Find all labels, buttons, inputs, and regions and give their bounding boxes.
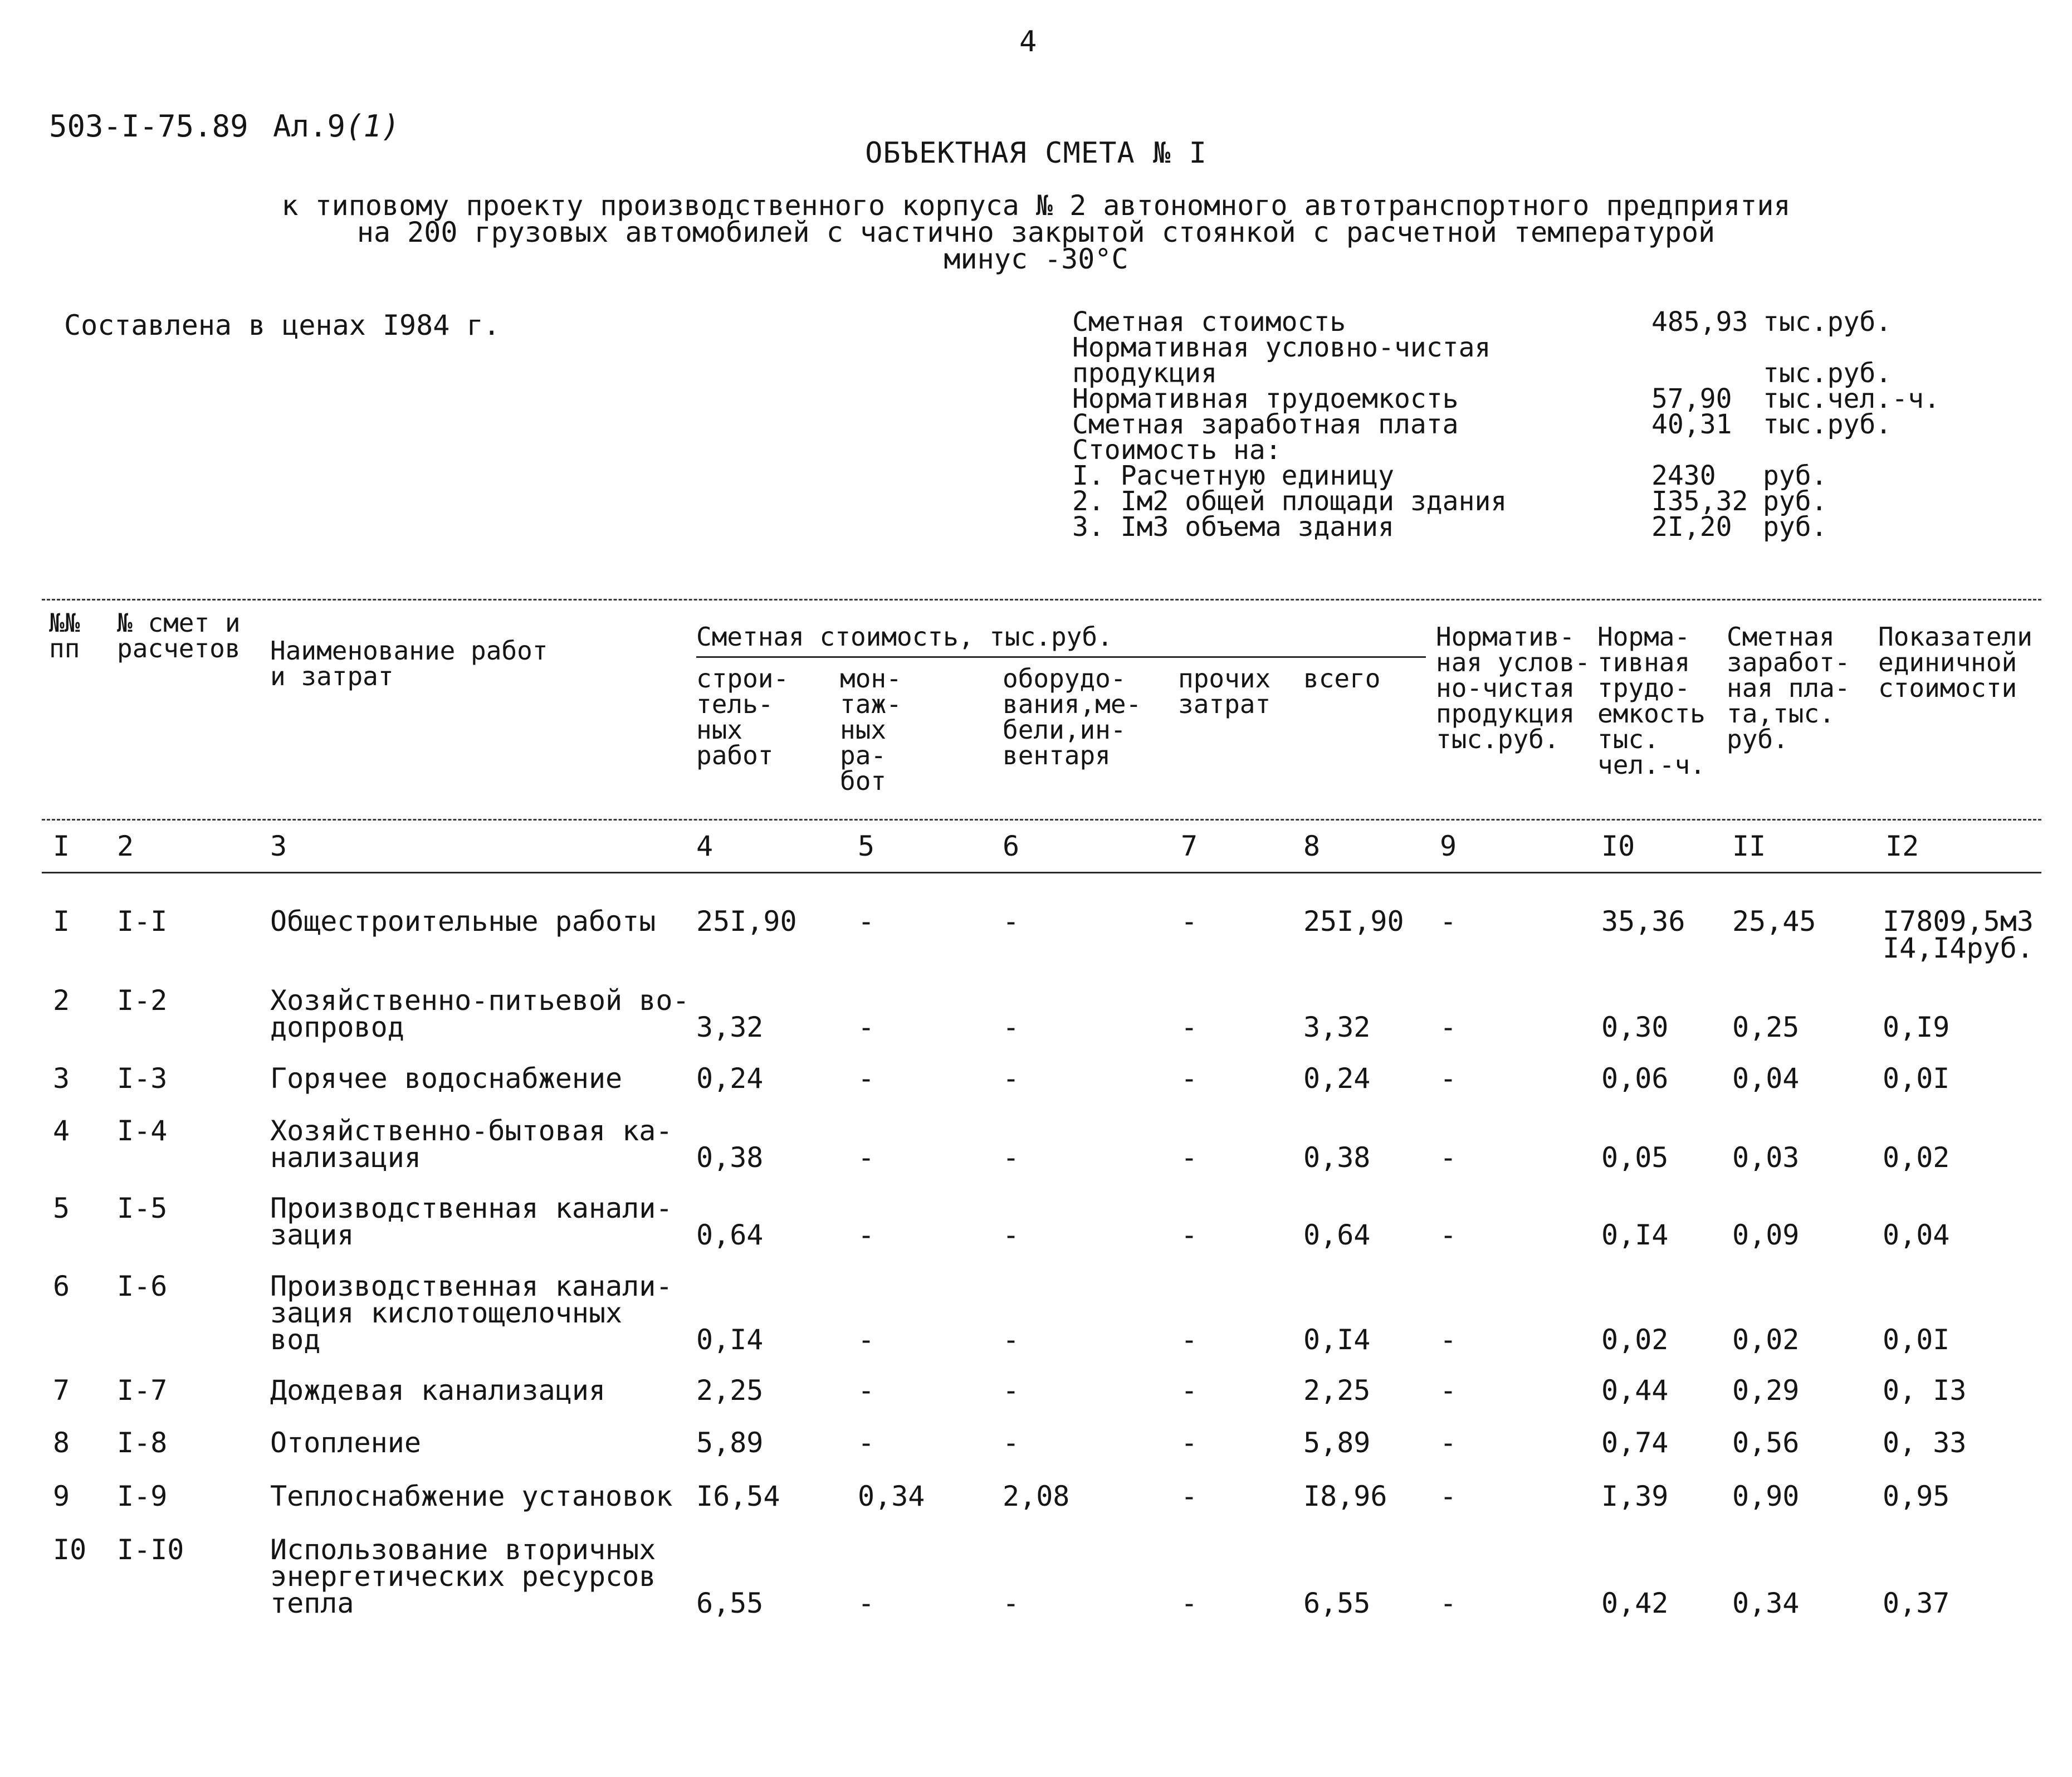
cell-labor: 0,02	[1601, 1324, 1669, 1356]
column-numbers-rule	[42, 872, 2041, 873]
cell-wages: 0,90	[1732, 1480, 1800, 1512]
cell-name: Хозяйственно-бытовая ка- нализация	[270, 1115, 673, 1174]
cell-wages: 0,29	[1732, 1374, 1800, 1407]
page-number: 4	[1019, 25, 1037, 58]
summary-row	[1072, 486, 1963, 517]
album-label: Ал.9	[273, 109, 346, 144]
cell-net-product: -	[1440, 1141, 1457, 1174]
cell-labor: I,39	[1601, 1480, 1669, 1512]
cell-construction: 6,55	[696, 1587, 764, 1619]
cell-labor: 0,I4	[1601, 1219, 1669, 1251]
cell-equipment: -	[1003, 905, 1020, 938]
cell-equipment: -	[1003, 1427, 1020, 1459]
cell-other: -	[1181, 1587, 1198, 1619]
summary-label: Нормативная трудоемкость	[1072, 383, 1459, 414]
cell-other: -	[1181, 1141, 1198, 1174]
cell-name: Горячее водоснабжение	[270, 1062, 623, 1095]
cell-labor: 0,74	[1601, 1427, 1669, 1459]
cell-num: 7	[53, 1374, 70, 1407]
cell-total: 25I,90	[1303, 905, 1404, 938]
cell-total: 0,24	[1303, 1062, 1371, 1095]
column-number: I2	[1885, 830, 1919, 862]
column-number: 9	[1440, 830, 1457, 862]
cell-equipment: -	[1003, 1219, 1020, 1251]
cell-other: -	[1181, 1374, 1198, 1407]
cell-unit-cost: I7809,5м3 I4,I4руб.	[1883, 905, 2034, 964]
summary-unit: руб.	[1763, 460, 1827, 491]
column-number: 8	[1303, 830, 1321, 862]
cell-unit-cost: 0,0I	[1883, 1062, 1950, 1095]
cell-mounting: -	[858, 1062, 875, 1095]
cell-construction: I6,54	[696, 1480, 780, 1512]
cell-labor: 0,44	[1601, 1374, 1669, 1407]
column-number: I	[53, 830, 70, 862]
summary-label: Сметная заработная плата	[1072, 409, 1459, 440]
cell-wages: 0,09	[1732, 1219, 1800, 1251]
cell-equipment: -	[1003, 1587, 1020, 1619]
cell-labor: 0,42	[1601, 1587, 1669, 1619]
cell-num: 2	[53, 984, 70, 1017]
album-suffix: (1)	[345, 109, 400, 144]
cell-other: -	[1181, 905, 1198, 938]
cell-net-product: -	[1440, 1374, 1457, 1407]
cell-equipment: -	[1003, 1374, 1020, 1407]
cell-construction: 5,89	[696, 1427, 764, 1459]
cell-construction: 0,24	[696, 1062, 764, 1095]
cell-wages: 0,02	[1732, 1324, 1800, 1356]
cell-total: 0,64	[1303, 1219, 1371, 1251]
cell-equipment: -	[1003, 1324, 1020, 1356]
cell-labor: 0,30	[1601, 1011, 1669, 1043]
cell-unit-cost: 0,0I	[1883, 1324, 1950, 1356]
cell-mounting: -	[858, 905, 875, 938]
cell-mounting: -	[858, 1324, 875, 1356]
cell-net-product: -	[1440, 905, 1457, 938]
summary-row	[1072, 435, 1963, 466]
cell-name: Дождевая канализация	[270, 1374, 606, 1407]
header-unit-cost: Показатели единичной стоимости	[1878, 622, 2032, 703]
summary-row	[1072, 511, 1963, 543]
cell-estimate: I-I	[117, 905, 168, 938]
cell-construction: 0,64	[696, 1219, 764, 1251]
cell-construction: 0,I4	[696, 1324, 764, 1356]
cell-construction: 0,38	[696, 1141, 764, 1174]
cell-wages: 0,04	[1732, 1062, 1800, 1095]
cell-mounting: -	[858, 1427, 875, 1459]
cell-net-product: -	[1440, 1062, 1457, 1095]
cell-name: Производственная канали- зация	[270, 1192, 673, 1251]
cell-wages: 0,03	[1732, 1141, 1800, 1174]
cell-estimate: I-5	[117, 1192, 168, 1224]
summary-label: Стоимость на:	[1072, 435, 1282, 466]
cell-estimate: I-7	[117, 1374, 168, 1407]
cell-estimate: I-I0	[117, 1534, 184, 1566]
cell-num: 3	[53, 1062, 70, 1095]
summary-label: Нормативная условно-чистая	[1072, 332, 1491, 363]
document-code: 503-I-75.89	[49, 109, 248, 144]
cell-unit-cost: 0,I9	[1883, 1011, 1950, 1043]
header-labor: Норма- тивная трудо- емкость тыс. чел.-ч.	[1597, 622, 1706, 780]
prices-note: Составлена в ценах I984 г.	[64, 309, 500, 341]
cell-net-product: -	[1440, 1480, 1457, 1512]
cell-construction: 3,32	[696, 1011, 764, 1043]
summary-value: 57,90	[1651, 383, 1732, 414]
cell-estimate: I-9	[117, 1480, 168, 1512]
summary-value: 40,31	[1651, 409, 1732, 440]
cell-num: 8	[53, 1427, 70, 1459]
cost-group-underline	[696, 656, 1426, 658]
column-number: 2	[117, 830, 134, 862]
cell-equipment: -	[1003, 1141, 1020, 1174]
column-number: 3	[270, 830, 287, 862]
summary-unit: руб.	[1763, 486, 1827, 517]
cell-num: 6	[53, 1270, 70, 1302]
summary-label: I. Расчетную единицу	[1072, 460, 1394, 491]
cell-num: I0	[53, 1534, 87, 1566]
header-other: прочих затрат	[1178, 663, 1271, 719]
cell-estimate: I-3	[117, 1062, 168, 1095]
cell-unit-cost: 0, I3	[1883, 1374, 1967, 1407]
header-total: всего	[1303, 663, 1381, 694]
subtitle-line: на 200 грузовых автомобилей с частично закрытой стоянкой с расчетной температурой	[356, 216, 1716, 248]
cell-total: 5,89	[1303, 1427, 1371, 1459]
cell-name: Производственная канали- зация кислотощелочных вод	[270, 1270, 673, 1356]
cell-wages: 0,25	[1732, 1011, 1800, 1043]
cell-labor: 35,36	[1601, 905, 1685, 938]
cell-name: Теплоснабжение установок	[270, 1480, 673, 1512]
cell-estimate: I-4	[117, 1115, 168, 1147]
cell-mounting: -	[858, 1587, 875, 1619]
header-cost-group: Сметная стоимость, тыс.руб.	[696, 622, 1113, 652]
cell-num: 9	[53, 1480, 70, 1512]
cell-net-product: -	[1440, 1427, 1457, 1459]
cell-total: 2,25	[1303, 1374, 1371, 1407]
header-estimate: № смет и расчетов	[117, 608, 241, 663]
cell-unit-cost: 0,04	[1883, 1219, 1950, 1251]
cell-equipment: -	[1003, 1011, 1020, 1043]
summary-value: 485,93	[1651, 306, 1748, 338]
cell-other: -	[1181, 1011, 1198, 1043]
cell-name: Хозяйственно-питьевой во- допровод	[270, 984, 690, 1043]
cell-net-product: -	[1440, 1587, 1457, 1619]
subtitle-line: к типовому проекту производственного корпуса № 2 автономного автотранспортного предприятия	[281, 189, 1791, 222]
cell-other: -	[1181, 1324, 1198, 1356]
header-net-product: Норматив- ная услов- но-чистая продукция тыс.руб.	[1436, 622, 1590, 754]
document-subtitle	[0, 189, 2072, 275]
subtitle-line: минус -30°С	[944, 243, 1128, 275]
summary-value: 2I,20	[1651, 511, 1732, 543]
summary-label: Сметная стоимость	[1072, 306, 1346, 338]
cell-name: Использование вторичных энергетических ресурсов тепла	[270, 1534, 656, 1619]
cell-estimate: I-8	[117, 1427, 168, 1459]
cell-labor: 0,06	[1601, 1062, 1669, 1095]
summary-label: 2. Iм2 общей площади здания	[1072, 486, 1507, 517]
cell-wages: 25,45	[1732, 905, 1816, 938]
cell-unit-cost: 0, 33	[1883, 1427, 1967, 1459]
cell-mounting: -	[858, 1374, 875, 1407]
cell-other: -	[1181, 1219, 1198, 1251]
header-wages: Сметная заработ- ная пла- та,тыс. руб.	[1727, 622, 1850, 754]
cell-other: -	[1181, 1062, 1198, 1095]
column-number: II	[1732, 830, 1766, 862]
summary-row	[1072, 460, 1963, 491]
table-top-rule	[42, 599, 2041, 601]
cell-unit-cost: 0,02	[1883, 1141, 1950, 1174]
summary-label: продукция	[1072, 358, 1218, 389]
cell-labor: 0,05	[1601, 1141, 1669, 1174]
summary-label: 3. Iм3 объема здания	[1072, 511, 1394, 543]
summary-row	[1072, 383, 1963, 414]
summary-unit: тыс.руб.	[1763, 409, 1892, 440]
cell-net-product: -	[1440, 1011, 1457, 1043]
summary-unit: тыс.руб.	[1763, 358, 1892, 389]
cell-net-product: -	[1440, 1219, 1457, 1251]
summary-block	[1072, 306, 1963, 543]
cell-unit-cost: 0,95	[1883, 1480, 1950, 1512]
cell-construction: 2,25	[696, 1374, 764, 1407]
summary-row	[1072, 358, 1963, 389]
header-construction: строи- тель- ных работ	[696, 663, 789, 770]
cell-total: 6,55	[1303, 1587, 1371, 1619]
cell-mounting: -	[858, 1141, 875, 1174]
cell-equipment: -	[1003, 1062, 1020, 1095]
cell-mounting: -	[858, 1219, 875, 1251]
cell-total: 3,32	[1303, 1011, 1371, 1043]
cell-num: I	[53, 905, 70, 938]
summary-unit: руб.	[1763, 511, 1827, 543]
cell-mounting: -	[858, 1011, 875, 1043]
header-equipment: оборудо- вания,ме- бели,ин- вентаря	[1003, 663, 1142, 770]
cell-other: -	[1181, 1427, 1198, 1459]
cell-name: Общестроительные работы	[270, 905, 656, 938]
cell-other: -	[1181, 1480, 1198, 1512]
column-number: 6	[1003, 830, 1020, 862]
header-num: №№ пп	[49, 608, 80, 663]
cell-net-product: -	[1440, 1324, 1457, 1356]
header-mounting: мон- таж- ных ра- бот	[840, 663, 902, 796]
summary-row	[1072, 409, 1963, 440]
cell-num: 5	[53, 1192, 70, 1224]
summary-row	[1072, 332, 1963, 363]
column-number: 5	[858, 830, 875, 862]
summary-row	[1072, 306, 1963, 338]
cell-total: I8,96	[1303, 1480, 1387, 1512]
header-bottom-rule	[42, 819, 2041, 821]
summary-value: 2430	[1651, 460, 1716, 491]
header-name: Наименование работ и затрат	[270, 636, 548, 691]
column-number: 7	[1181, 830, 1198, 862]
summary-unit: тыс.руб.	[1763, 306, 1892, 338]
cell-equipment: 2,08	[1003, 1480, 1070, 1512]
document-title: ОБЪЕКТНАЯ СМЕТА № I	[865, 136, 1207, 170]
summary-unit: тыс.чел.-ч.	[1763, 383, 1940, 414]
column-number: 4	[696, 830, 714, 862]
cell-mounting: 0,34	[858, 1480, 925, 1512]
cell-name: Отопление	[270, 1427, 421, 1459]
cell-total: 0,38	[1303, 1141, 1371, 1174]
cell-estimate: I-2	[117, 984, 168, 1017]
cell-total: 0,I4	[1303, 1324, 1371, 1356]
cell-wages: 0,56	[1732, 1427, 1800, 1459]
summary-value: I35,32	[1651, 486, 1748, 517]
cell-estimate: I-6	[117, 1270, 168, 1302]
cell-unit-cost: 0,37	[1883, 1587, 1950, 1619]
cell-num: 4	[53, 1115, 70, 1147]
cell-construction: 25I,90	[696, 905, 797, 938]
column-number: I0	[1601, 830, 1635, 862]
cell-wages: 0,34	[1732, 1587, 1800, 1619]
